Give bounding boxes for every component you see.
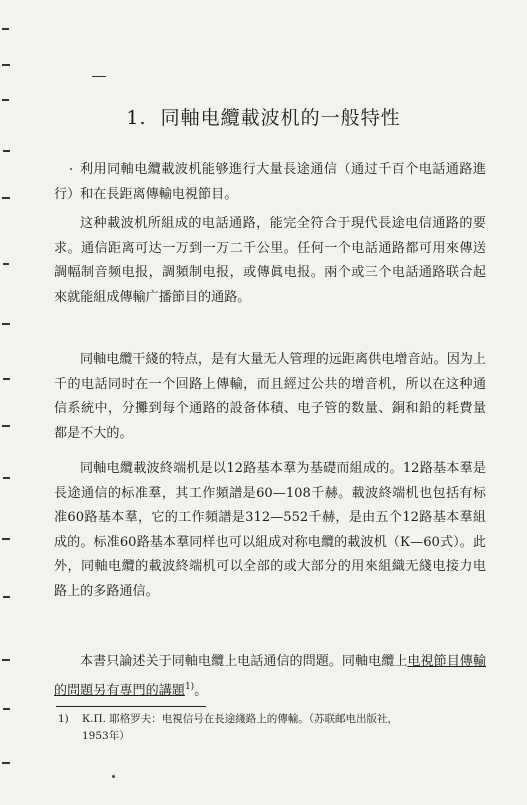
section-title: 同軸电纜載波机的一般特性 (160, 107, 401, 129)
margin-mark (3, 477, 10, 479)
paragraph-2: 这种載波机所組成的电話通路，能完全符合于現代長途电信通路的要求。通信距离可达一万到一万二千公里。任何一个电話通路都可用來傳送調幅制音频电报，調頻制电报，或傳眞电报。兩个或三个电話通路联合起來就能組成傳輸广播節目的通路。 (54, 216, 486, 305)
margin-mark (3, 263, 9, 265)
closing-text: 本書只論述关于同軸电纜上电話通信的問題。同軸电纜上 (80, 654, 408, 669)
footnote-rule (56, 706, 206, 707)
margin-mark (2, 538, 10, 540)
footnote-ref: 1) (184, 681, 195, 692)
margin-mark (3, 150, 10, 152)
paragraph-closing (54, 650, 486, 703)
margin-mark (3, 708, 10, 710)
margin-mark (2, 762, 10, 764)
margin-mark (3, 596, 10, 598)
margin-mark (2, 64, 10, 66)
margin-mark (2, 197, 10, 199)
footnote-number: 1) (58, 713, 69, 725)
margin-mark (3, 378, 10, 380)
section-heading (0, 103, 527, 130)
paragraph-4: 同軸电纜載波終端机是以12路基本羣为基礎而組成的。12路基本羣是長途通信的标准羣，其工作頻譜是60—108千赫。載波終端机也包括有标准60路基本羣，它的工作頻譜是312—552千赫，是由五个12路基本羣組成的。标准60路基本羣同样也可以組成对称电纜的載波机（К—60式）。此外，同軸电纜的載波終端机可以全部的或大部分的用來組織无綫电接力电路上的多路通信。 (54, 461, 486, 599)
paragraph-1: 利用同軸电纜載波机能够進行大量長途通信（通过千百个电話通路進行）和在長距离傳輸电視節目。 (54, 162, 486, 202)
stray-mark (92, 76, 106, 77)
section-number: 1. (126, 107, 147, 129)
margin-mark (2, 323, 10, 325)
margin-mark (2, 99, 9, 101)
closing-end: 。 (194, 682, 208, 698)
footnote-line-2: 1953年） (82, 730, 130, 742)
paragraph-3: 同軸电纜干綫的特点，是有大量无人管理的远距离供电增音站。因为上千的电話同时在一个回路上傳輸，而且經过公共的增音机，所以在这种通信系統中，分攤到每个通路的設备体積、电子管的数量、銅和鉛的耗費量都是不大的。 (54, 352, 486, 441)
footnote (58, 711, 488, 745)
margin-mark (2, 28, 9, 30)
margin-mark (2, 659, 10, 661)
footnote-line-1: К.П. 耶格罗夫：电視信号在長途綫路上的傳輸。（苏联邮电出版社， (82, 713, 399, 725)
stray-dot (112, 775, 115, 778)
margin-mark (2, 425, 10, 427)
closing-underlined: 电視節目傳輸的問題另有專門的講題 (54, 654, 487, 698)
